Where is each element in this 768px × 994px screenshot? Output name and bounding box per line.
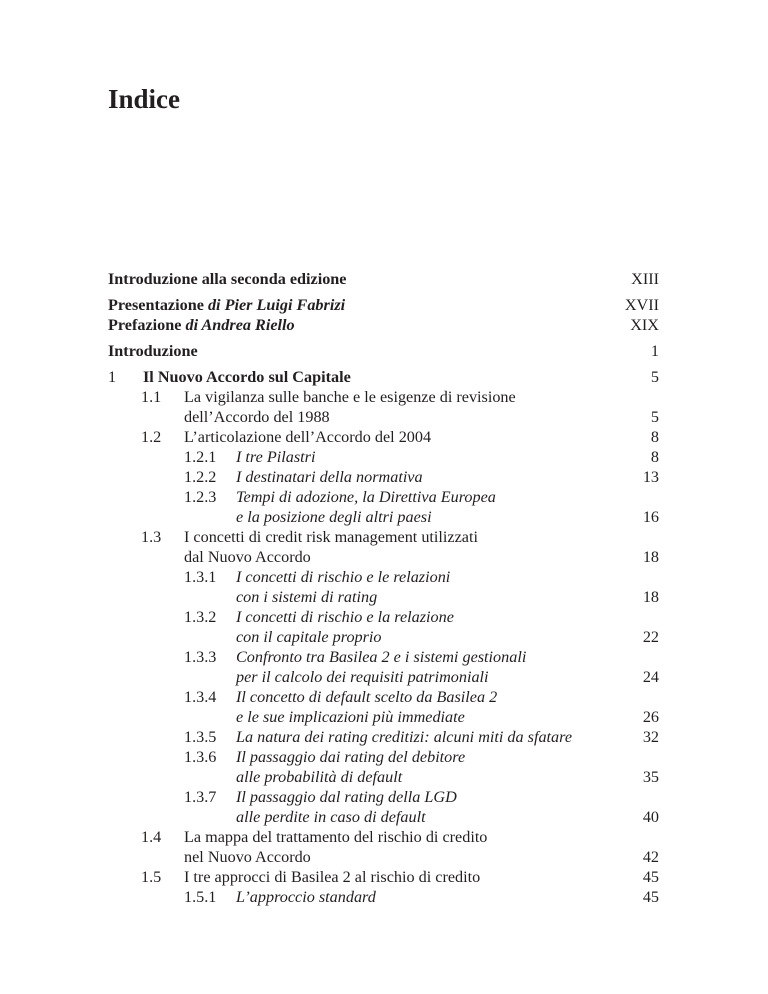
toc-entry-label: La vigilanza sulle banche e le esigenze di revisione (184, 388, 516, 406)
toc-entry-sub (108, 687, 659, 727)
toc-entry-sub (108, 647, 659, 687)
toc-entry-number: 1.3.5 (184, 728, 217, 746)
toc-entry-label: Il concetto di default scelto da Basilea 2 (236, 688, 498, 706)
toc-entry-sec (108, 527, 659, 567)
toc-front-entry (108, 269, 659, 289)
table-of-contents (108, 269, 659, 907)
toc-entry-sub (108, 727, 659, 747)
toc-entry-label: Il passaggio dai rating del debitore (236, 748, 466, 766)
toc-entry-label: La mappa del trattamento del rischio di credito (184, 828, 488, 846)
toc-entry-sub (108, 567, 659, 607)
toc-entry-label: I concetti di rischio e la relazione (236, 608, 454, 626)
toc-front-entry (108, 341, 659, 361)
toc-page-number: 42 (642, 848, 659, 866)
toc-entry-label: L’articolazione dell’Accordo del 2004 (184, 428, 432, 446)
toc-entry-label: I concetti di credit risk management utilizzati (184, 528, 478, 546)
toc-page-number: 22 (642, 628, 659, 646)
toc-page-number: XVII (624, 296, 659, 314)
toc-chapter-list (108, 367, 659, 907)
toc-entry-sub (108, 787, 659, 827)
toc-entry-label: alle perdite in caso di default (236, 808, 426, 826)
toc-entry-number: 1.3.6 (184, 748, 217, 766)
toc-entry-number: 1.5 (141, 868, 162, 886)
toc-entry-sub (108, 487, 659, 527)
toc-entry-number: 1.1 (141, 388, 162, 406)
toc-page-number: 18 (642, 588, 659, 606)
toc-entry-label: con i sistemi di rating (236, 588, 378, 606)
toc-page-number: 45 (642, 888, 659, 906)
toc-entry-label: L’approccio standard (236, 888, 376, 906)
toc-page-number: 8 (650, 448, 659, 466)
page-title: Indice (108, 84, 181, 114)
toc-page-number: 35 (642, 768, 659, 786)
toc-entry-label: dell’Accordo del 1988 (184, 408, 330, 426)
toc-entry-label: Il Nuovo Accordo sul Capitale (143, 368, 351, 386)
toc-page-number: 45 (642, 868, 659, 886)
toc-entry-sec (108, 827, 659, 867)
toc-entry-number: 1.3.7 (184, 788, 217, 806)
toc-entry-label: Il passaggio dal rating della LGD (236, 788, 457, 806)
toc-entry-sub (108, 747, 659, 787)
toc-entry-number: 1.2.1 (184, 448, 217, 466)
toc-entry-sec (108, 427, 659, 447)
toc-entry-label: I tre approcci di Basilea 2 al rischio di credito (184, 868, 481, 886)
toc-entry-label: Introduzione (108, 342, 198, 360)
toc-page-number: 26 (642, 708, 659, 726)
toc-entry-label: alle probabilità di default (236, 768, 403, 786)
toc-page-number: 24 (642, 668, 659, 686)
toc-entry-label: con il capitale proprio (236, 628, 382, 646)
toc-entry-sub (108, 447, 659, 467)
toc-page-number: 40 (642, 808, 659, 826)
toc-entry-number: 1.3.1 (184, 568, 217, 586)
toc-entry-label: Prefazione (108, 316, 182, 334)
toc-front-entry (108, 295, 659, 315)
toc-page-number: 16 (642, 508, 659, 526)
toc-entry-number: 1.3.3 (184, 648, 217, 666)
toc-entry-sub (108, 607, 659, 647)
toc-entry-sec (108, 387, 659, 427)
toc-entry-number: 1.3 (141, 528, 162, 546)
toc-entry-label: per il calcolo dei requisiti patrimoniali (236, 668, 489, 686)
toc-entry-label: La natura dei rating creditizi: alcuni miti da sfatare (236, 728, 573, 746)
toc-entry-label: Tempi di adozione, la Direttiva Europea (236, 488, 496, 506)
toc-entry-number: 1.2 (141, 428, 162, 446)
toc-page-number: XIX (630, 316, 659, 334)
toc-entry-label: dal Nuovo Accordo (184, 548, 311, 566)
toc-entry-label: I concetti di rischio e le relazioni (236, 568, 451, 586)
toc-entry-number: 1.4 (141, 828, 162, 846)
toc-entry-number: 1.3.4 (184, 688, 217, 706)
toc-entry-label: e la posizione degli altri paesi (236, 508, 432, 526)
toc-page-number: XIII (631, 270, 659, 288)
toc-entry-label: I tre Pilastri (236, 448, 316, 466)
toc-entry-number: 1.5.1 (184, 888, 217, 906)
toc-entry-sub (108, 887, 659, 907)
toc-page-number: 8 (650, 428, 659, 446)
toc-page-number: 5 (650, 408, 659, 426)
toc-entry-number: 1.2.2 (184, 468, 217, 486)
toc-front-entry (108, 315, 659, 335)
toc-entry-chap (108, 367, 659, 387)
toc-entry-sub (108, 467, 659, 487)
toc-page-number: 1 (650, 342, 659, 360)
toc-entry-label: I destinatari della normativa (236, 468, 423, 486)
toc-entry-author: di Pier Luigi Fabrizi (207, 296, 346, 314)
toc-page-number: 13 (642, 468, 659, 486)
toc-entry-label: nel Nuovo Accordo (184, 848, 311, 866)
toc-entry-number: 1.2.3 (184, 488, 217, 506)
toc-page-number: 5 (650, 368, 659, 386)
toc-page-number: 18 (642, 548, 659, 566)
toc-entry-label: e le sue implicazioni più immediate (236, 708, 465, 726)
toc-entry-author: di Andrea Riello (185, 316, 295, 334)
toc-entry-sec (108, 867, 659, 887)
toc-entry-label: Confronto tra Basilea 2 e i sistemi gestionali (236, 648, 527, 666)
toc-entry-number: 1 (108, 368, 117, 386)
toc-entry-label: Introduzione alla seconda edizione (108, 270, 347, 288)
toc-entry-label: Presentazione (108, 296, 204, 314)
toc-entry-number: 1.3.2 (184, 608, 217, 626)
toc-page-number: 32 (642, 728, 659, 746)
